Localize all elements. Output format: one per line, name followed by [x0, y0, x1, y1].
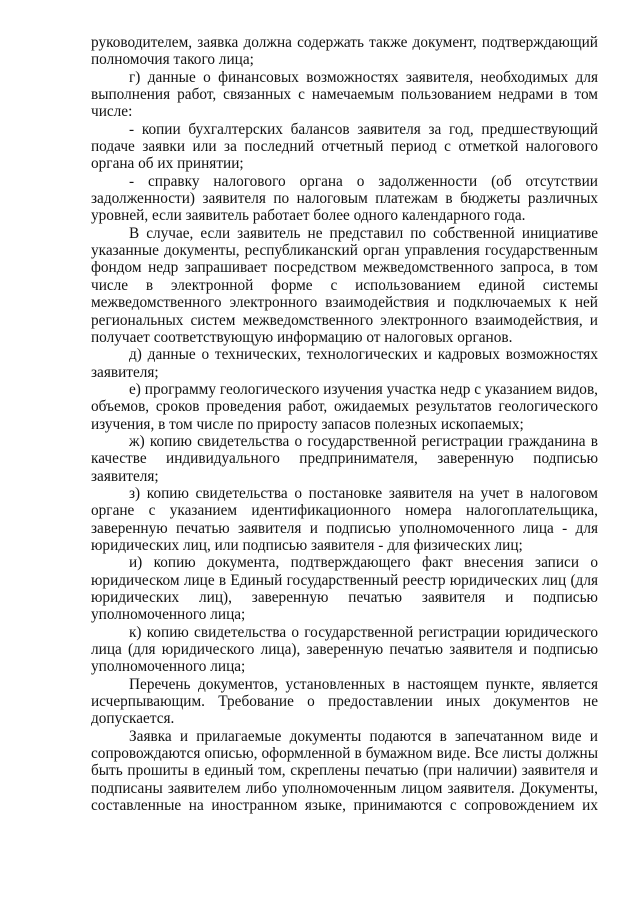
paragraph-applicant-authority: руководителем, заявка должна содержать также документ, подтверждающий полномочия такого лица;	[91, 34, 598, 69]
paragraph-tax-certificate: - справку налогового органа о задолженности (об отсутствии задолженности) заявителя по налоговым платежам в бюджеты различных уровней, если заявитель работает более одного календарного года.	[91, 172, 598, 225]
paragraph-item-k-legal-entity: к) копию свидетельства о государственной регистрации юридического лица (для юридического лица), заверенную печатью заявителя и подписью уполномоченного лица;	[91, 623, 598, 676]
paragraph-sealed-application: Заявка и прилагаемые документы подаются в запечатанном виде и сопровождаются описью, оформленной в бумажном виде. Все листы должны быть прошиты в единый том, скреплены печатью (при наличии) заявителя и подписаны заявителем либо уполномоченным лицом заявителя. Документы, составленные на иностранном языке, принимаются с сопровождением их	[91, 727, 598, 815]
paragraph-item-g-financial: г) данные о финансовых возможностях заявителя, необходимых для выполнения работ, связанных с намечаемым пользованием недрами в том числе:	[91, 68, 598, 121]
paragraph-exhaustive-list: Перечень документов, установленных в настоящем пункте, является исчерпывающим. Требование о предоставлении иных документов не допускается.	[91, 675, 598, 728]
paragraph-item-e-program: е) программу геологического изучения участка недр с указанием видов, объемов, сроков проведения работ, ожидаемых результатов геологического изучения, в том числе по приросту запасов полезных ископаемых;	[91, 380, 598, 433]
paragraph-item-d-capabilities: д) данные о технических, технологических и кадровых возможностях заявителя;	[91, 346, 598, 381]
document-page	[91, 34, 598, 814]
paragraph-item-i-registry-entry: и) копию документа, подтверждающего факт внесения записи о юридическом лице в Единый государственный реестр юридических лиц (для юридических лиц), заверенную печатью заявителя и подписью уполномоченного лица;	[91, 554, 598, 624]
paragraph-item-z-tax-registration: з) копию свидетельства о постановке заявителя на учет в налоговом органе с указанием идентификационного номера налогоплательщика, заверенную печатью заявителя и подписью уполномоченного лица - для юридических лиц, или подписью заявителя - для физических лиц;	[91, 484, 598, 554]
paragraph-interagency-request: В случае, если заявитель не представил по собственной инициативе указанные документы, республиканский орган управления государственным фондом недр запрашивает посредством межведомственного запроса, в том числе в электронной форме с использованием единой системы межведомственного электронного взаимодействия и подключаемых к ней региональных систем межведомственного электронного взаимодействия, и получает соответствующую информацию от налоговых органов.	[91, 224, 598, 346]
paragraph-balance-sheets: - копии бухгалтерских балансов заявителя за год, предшествующий подаче заявки или за последний отчетный период с отметкой налогового органа об их принятии;	[91, 120, 598, 173]
paragraph-item-zh-entrepreneur: ж) копию свидетельства о государственной регистрации гражданина в качестве индивидуального предпринимателя, заверенную подписью заявителя;	[91, 432, 598, 485]
